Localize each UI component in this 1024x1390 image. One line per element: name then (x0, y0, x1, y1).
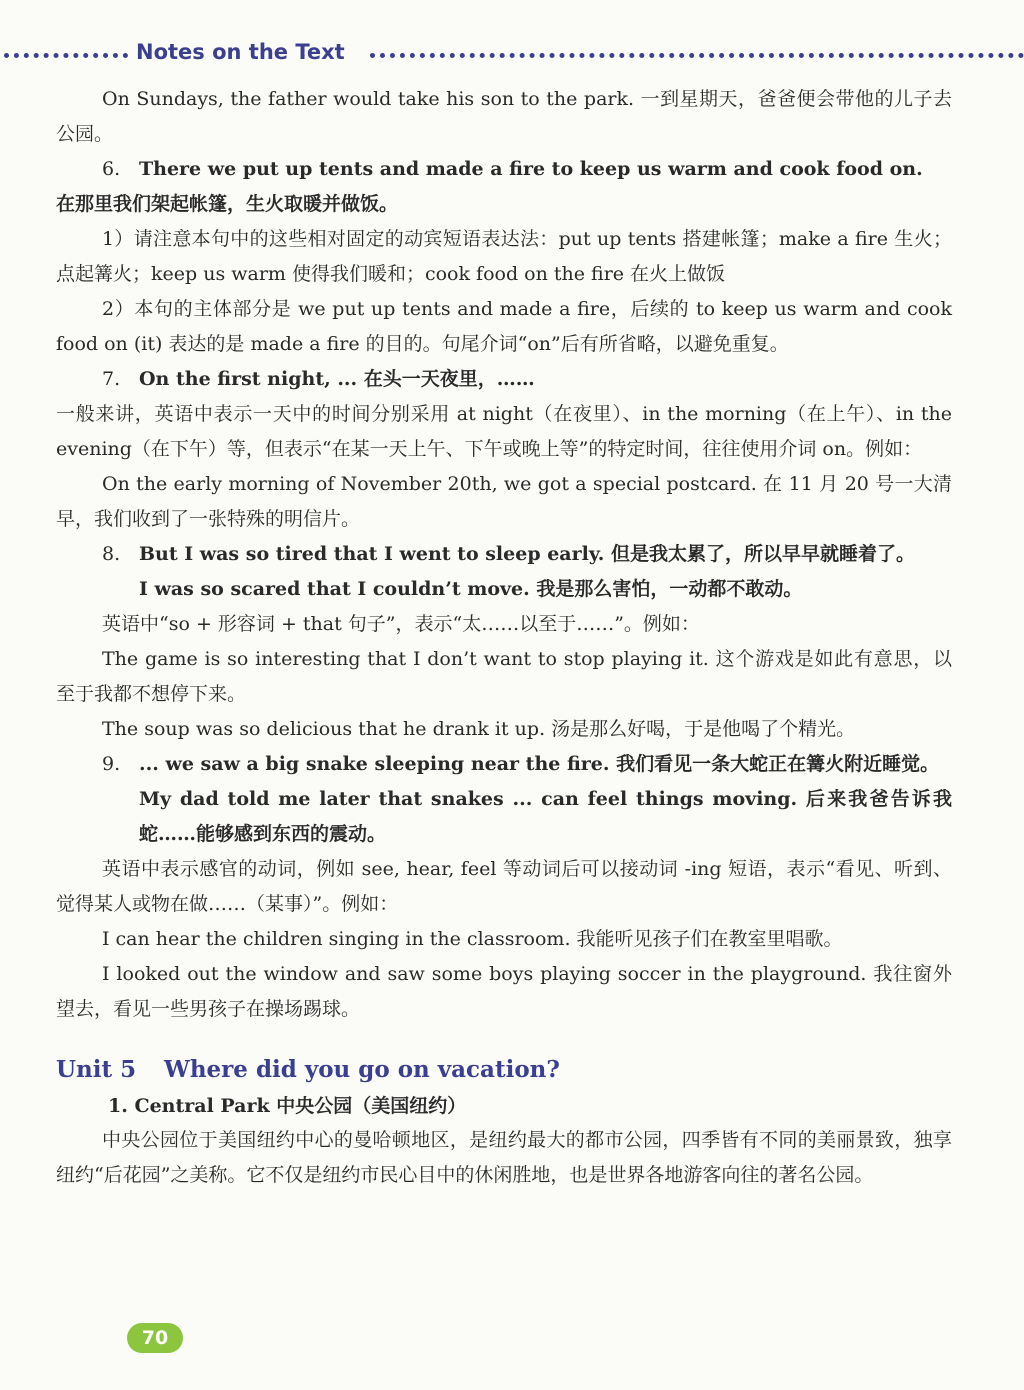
note-number: 7. (102, 368, 121, 390)
example-sentence: The soup was so delicious that he drank it up. 汤是那么好喝，于是他喝了个精光。 (102, 718, 856, 740)
note-sentence: I was so scared that I couldn’t move. 我是那么害怕，一动都不敢动。 (139, 578, 803, 600)
note-translation: 在那里我们架起帐篷，生火取暖并做饭。 (56, 193, 399, 215)
unit-heading (56, 1051, 952, 1089)
paragraph: On Sundays, the father would take his son to the park. 一到星期天，爸爸便会带他的儿子去公园。 (56, 88, 952, 145)
header-dotted-rule-left (4, 53, 128, 58)
unit-title: Where did you go on vacation? (164, 1056, 560, 1083)
example-sentence: I looked out the window and saw some boys playing soccer in the playground. 我往窗外望去，看见一些男孩子在操场踢球。 (56, 963, 952, 1020)
note-number: 6. (102, 158, 121, 180)
example-sentence: I can hear the children singing in the classroom. 我能听见孩子们在教室里唱歌。 (102, 928, 843, 950)
note-number: 9. (102, 753, 121, 775)
example-sentence: On the early morning of November 20th, we got a special postcard. 在 11 月 20 号一大清早，我们收到了一张特殊的明信片。 (56, 473, 952, 530)
note-heading (56, 152, 952, 187)
paragraph: 2）本句的主体部分是 we put up tents and made a fire，后续的 to keep us warm and cook food on (it) 表达的是 made a fire 的目的。句尾介词“on”后有所省略，以避免重复。 (56, 298, 952, 355)
paragraph: 一般来讲，英语中表示一天中的时间分别采用 at night（在夜里）、in the morning（在上午）、in the evening（在下午）等，但表示“在某一天上午、下午或晚上等”的特定时间，往往使用介词 on。例如： (56, 403, 952, 460)
note-sentence: But I was so tired that I went to sleep early. 但是我太累了，所以早早就睡着了。 (139, 543, 915, 565)
paragraph: 中央公园位于美国纽约中心的曼哈顿地区，是纽约最大的都市公园，四季皆有不同的美丽景致，独享纽约“后花园”之美称。它不仅是纽约市民心目中的休闲胜地，也是世界各地游客向往的著名公园。 (56, 1129, 952, 1186)
page-header (0, 38, 1024, 68)
example-sentence: The game is so interesting that I don’t want to stop playing it. 这个游戏是如此有意思，以至于我都不想停下来。 (56, 648, 952, 705)
note-sentence: There we put up tents and made a fire to keep us warm and cook food on. (139, 158, 923, 180)
note-heading (56, 747, 952, 782)
note-sentence: ... we saw a big snake sleeping near the fire. 我们看见一条大蛇正在篝火附近睡觉。 (139, 753, 940, 775)
note-heading (56, 362, 952, 397)
note-sentence: My dad told me later that snakes ... can feel things moving. 后来我爸告诉我蛇……能够感到东西的震动。 (139, 788, 952, 845)
header-dotted-rule-right (370, 53, 1024, 58)
page-number: 70 (127, 1323, 183, 1353)
paragraph: 1）请注意本句中的这些相对固定的动宾短语表达法：put up tents 搭建帐篷；make a fire 生火；点起篝火；keep us warm 使得我们暖和；cook food on the fire 在火上做饭 (56, 228, 952, 285)
paragraph: 英语中“so + 形容词 + that 句子”，表示“太……以至于……”。例如： (102, 613, 700, 635)
unit-number: Unit 5 (56, 1056, 137, 1083)
header-title: Notes on the Text (136, 40, 345, 64)
paragraph: 英语中表示感官的动词，例如 see, hear, feel 等动词后可以接动词 -ing 短语，表示“看见、听到、觉得某人或物在做……（某事）”。例如： (56, 858, 952, 915)
note-heading (56, 537, 952, 572)
note-number: 8. (102, 543, 121, 565)
note-sentence: On the first night, ... 在头一天夜里，…… (139, 368, 535, 390)
notes-content (56, 82, 952, 1193)
unit-subheading: 1. Central Park 中央公园（美国纽约） (108, 1095, 467, 1117)
